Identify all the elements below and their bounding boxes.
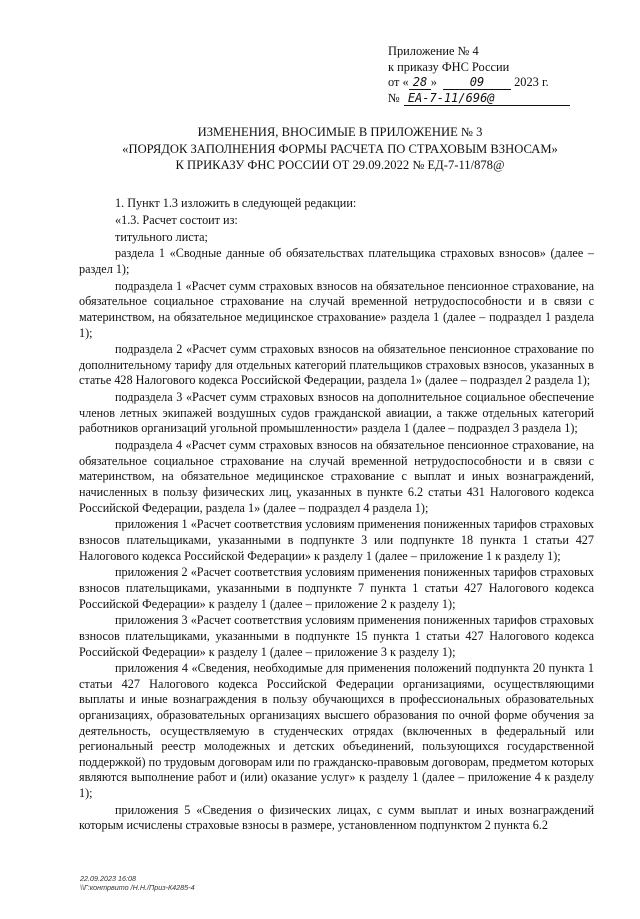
heading-line-3: К ПРИКАЗУ ФНС РОССИИ ОТ 29.09.2022 № ЕД-7-11/878@ xyxy=(175,158,505,173)
paragraph: титульного листа; xyxy=(115,229,208,244)
footer-timestamp: 22.09.2023 16:08 xyxy=(80,874,136,883)
approval-title: Приложение № 4 xyxy=(388,44,479,58)
paragraph: подраздела 2 «Расчет сумм страховых взносов на обязательное пенсионное страхование по дополнительному тарифу для отдельных категорий плательщиков страховых взносов, указанных в статье 428 Налогового кодекса Российской Федерации, раздела 1» (далее – подраздел 2 раздела 1); xyxy=(79,342,594,388)
heading-line-2: «ПОРЯДОК ЗАПОЛНЕНИЯ ФОРМЫ РАСЧЕТА ПО СТРАХОВЫМ ВЗНОСАМ» xyxy=(122,141,558,156)
handwritten-order-number: ЕА-7-11/696@ xyxy=(404,92,570,106)
paragraph: подраздела 1 «Расчет сумм страховых взносов на обязательное пенсионное страхование, на обязательное социальное страхование на случай временной нетрудоспособности и в связи с материнством, на обязательное медицинское страхование» раздела 1 (далее – подраздел 1 раздела 1); xyxy=(79,278,594,340)
paragraph: приложения 5 «Сведения о физических лицах, с сумм выплат и иных вознаграждений которым исчислены страховые взносы в размере, установленном подпунктом 2 пункта 6.2 xyxy=(79,802,594,833)
approval-date-line: от « 28 » 09 2023 г. xyxy=(388,75,549,90)
paragraph: приложения 2 «Расчет соответствия условиям применения пониженных тарифов страховых взносов плательщиками, указанными в подпункте 7 пункта 1 статьи 427 Налогового кодекса Российской Федерации» к разделу 1 (далее – приложение 2 к разделу 1); xyxy=(79,565,594,611)
paragraph: подраздела 3 «Расчет сумм страховых взносов на дополнительное социальное обеспечение членов летных экипажей воздушных судов гражданской авиации, а также отдельных категорий работников организаций угольной промышленности» раздела 1 (далее – подраздел 3 раздела 1); xyxy=(79,390,594,436)
footer-file-path: \\Г:контрвито /Н.Н./Приз-К4285-4 xyxy=(80,883,195,893)
paragraph: приложения 1 «Расчет соответствия условиям применения пониженных тарифов страховых взносов плательщиками, указанными в подпункте 3 или подпункте 18 пункта 1 статьи 427 Налогового кодекса Российской Федерации» к разделу 1 (далее – приложение 1 к разделу 1); xyxy=(79,517,594,563)
paragraph: раздела 1 «Сводные данные об обязательствах плательщика страховых взносов» (далее – раздел 1); xyxy=(79,246,594,276)
approval-stamp xyxy=(388,44,588,106)
approval-order-ref: к приказу ФНС России xyxy=(388,59,510,74)
paragraph: приложения 3 «Расчет соответствия условиям применения пониженных тарифов страховых взносов плательщиками, указанными в подпункте 15 пункта 1 статьи 427 Налогового кодекса Российской Федерации» к разделу 1 (далее – приложение 3 к разделу 1); xyxy=(79,613,594,659)
paragraph: 1. Пункт 1.3 изложить в следующей редакции: xyxy=(115,196,357,210)
paragraph: «1.3. Расчет состоит из: xyxy=(115,212,238,227)
document-body xyxy=(79,196,594,835)
approval-year: 2023 г. xyxy=(514,75,549,90)
document-heading xyxy=(80,124,600,174)
paragraph: приложения 4 «Сведения, необходимые для применения положений подпункта 20 пункта 1 статьи 427 Налогового кодекса Российской Федерации организациями, осуществляющими выплаты и иные вознаграждения в пользу обучающихся в профессиональных образовательных организациях, образовательных организациях высшего образования по очной форме обучения за деятельность, осуществляемую в студенческих отрядах (включенных в федеральный или региональный реестр молодежных и детских объединений, пользующихся государственной поддержкой) по трудовым договорам или по гражданско-правовым договорам, предметом которых являются выполнение работ и (или) оказание услуг» к разделу 1 (далее – приложение 4 к разделу 1); xyxy=(79,661,594,801)
paragraph: подраздела 4 «Расчет сумм страховых взносов на обязательное пенсионное страхование, на обязательное социальное страхование на случай временной нетрудоспособности и в связи с материнством, на обязательное медицинское страхование с выплат и иных вознаграждений, начисленных в пользу физических лиц, указанных в пункте 6.2 статьи 431 Налогового кодекса Российской Федерации, раздела 1» (далее – подраздел 4 раздела 1); xyxy=(79,438,594,515)
heading-line-1: ИЗМЕНЕНИЯ, ВНОСИМЫЕ В ПРИЛОЖЕНИЕ № 3 xyxy=(197,125,483,139)
approval-number-line: № ЕА-7-11/696@ xyxy=(388,91,588,107)
handwritten-month: 09 xyxy=(443,76,511,90)
handwritten-day: 28 xyxy=(409,76,431,90)
page-footer xyxy=(80,874,195,892)
